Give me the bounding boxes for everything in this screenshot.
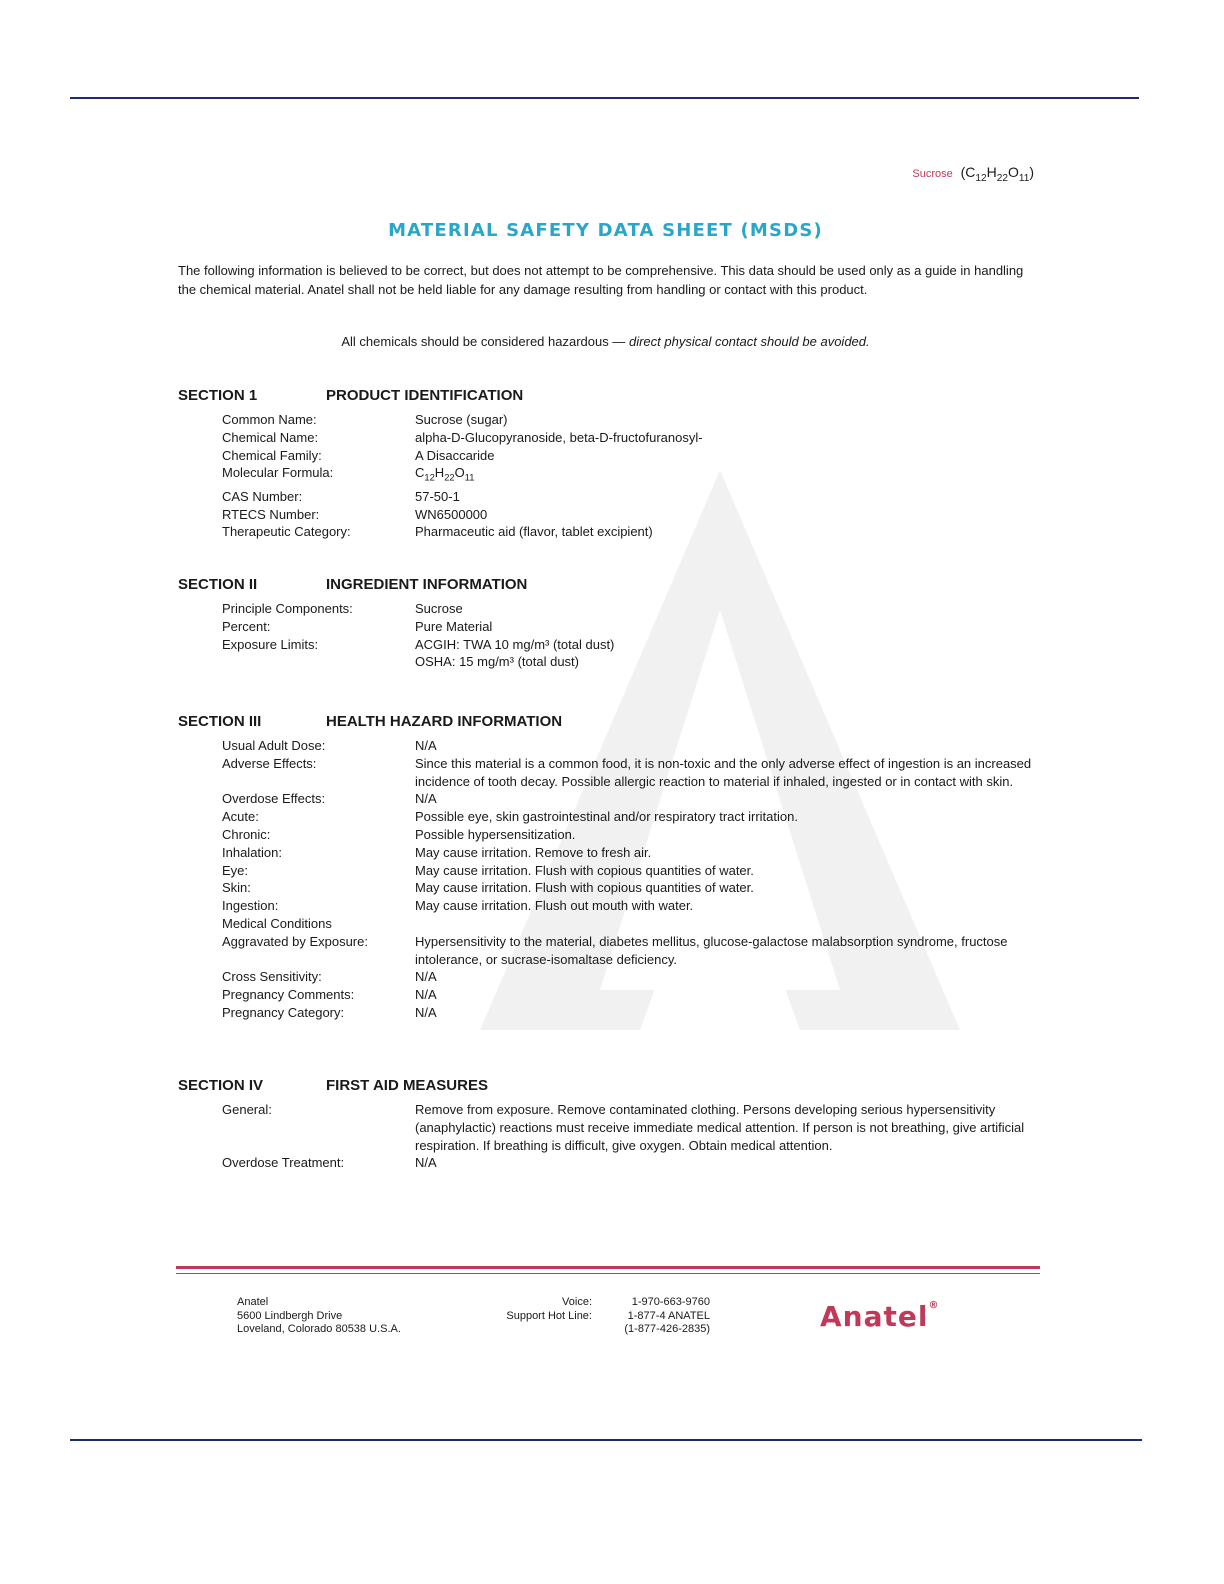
- section-heading: [178, 387, 1038, 411]
- field-value: N/A: [415, 969, 437, 985]
- footer-address: [237, 1296, 401, 1337]
- field-label: CAS Number:: [222, 488, 303, 504]
- formula-header: [912, 164, 1034, 184]
- field-value: May cause irritation. Remove to fresh air.: [415, 844, 652, 860]
- hazard-warning: [178, 334, 1033, 349]
- field-row: [178, 1101, 1038, 1154]
- footer-rule-top: [176, 1266, 1040, 1269]
- header-word: Sucrose: [912, 168, 953, 180]
- field-row: [178, 915, 1038, 933]
- field-row: [178, 862, 1038, 880]
- warning-italic: direct physical contact should be avoided.: [628, 334, 870, 349]
- hotline-numeric: (1-877-426-2835): [624, 1323, 710, 1335]
- voice-label: Voice:: [562, 1296, 592, 1308]
- field-value: ACGIH: TWA 10 mg/m³ (total dust): [415, 636, 615, 652]
- field-value: OSHA: 15 mg/m³ (total dust): [415, 654, 579, 670]
- document-title: MATERIAL SAFETY DATA SHEET (MSDS): [388, 220, 823, 241]
- field-value: [415, 915, 1038, 933]
- field-row: [178, 1154, 1038, 1172]
- field-value: N/A: [415, 791, 437, 807]
- field-row: [178, 826, 1038, 844]
- warning-plain: All chemicals should be considered hazardous —: [341, 334, 629, 349]
- hotline-label: Support Hot Line:: [506, 1309, 592, 1322]
- section-heading: [178, 576, 1038, 600]
- field-value: Pure Material: [415, 618, 493, 634]
- field-row: [178, 1004, 1038, 1022]
- section-number: SECTION IV: [178, 1077, 264, 1094]
- section-health-hazard-information: [178, 713, 1038, 1022]
- field-label: RTECS Number:: [222, 506, 320, 522]
- footer-rule-bottom: [176, 1273, 1040, 1274]
- field-value: alpha-D-Glucopyranoside, beta-D-fructofuranosyl-: [415, 429, 703, 445]
- field-value: May cause irritation. Flush out mouth with water.: [415, 898, 694, 914]
- field-row: [178, 618, 1038, 636]
- field-row: [178, 488, 1038, 506]
- field-row: [178, 755, 1038, 791]
- field-row: [178, 986, 1038, 1004]
- field-value: May cause irritation. Flush with copious quantities of water.: [415, 880, 754, 896]
- field-value: N/A: [415, 987, 437, 1003]
- section-heading: [178, 1077, 1038, 1101]
- header-formula: $(C_{12}H_{22}O_{11})$: [960, 164, 1034, 184]
- field-value: WN6500000: [415, 506, 488, 522]
- field-label: Common Name:: [222, 412, 317, 427]
- section-number: SECTION 1: [178, 387, 258, 404]
- field-row: [178, 897, 1038, 915]
- field-label: Molecular Formula:: [222, 465, 334, 481]
- field-row: [178, 808, 1038, 826]
- field-label: Aggravated by Exposure:: [222, 933, 368, 949]
- section-name: HEALTH HAZARD INFORMATION: [326, 713, 563, 730]
- field-value: N/A: [415, 1004, 437, 1020]
- field-row: [178, 600, 1038, 618]
- section-name: FIRST AID MEASURES: [326, 1077, 488, 1094]
- field-row: [178, 523, 1038, 541]
- field-value: Remove from exposure. Remove contaminated clothing. Persons developing serious hypersensitivity (anaphylactic) reactions must receive immediate medical attention. If person is not breathing, give artificial respiration. If breathing is difficult, give oxygen. Obtain medical attention.: [415, 1102, 1025, 1153]
- field-label: Pregnancy Category:: [222, 1004, 345, 1020]
- section-name: PRODUCT IDENTIFICATION: [326, 387, 524, 404]
- section-ingredient-information: [178, 576, 1038, 671]
- field-label: Chemical Family:: [222, 447, 322, 463]
- intro-paragraph: The following information is believed to be correct, but does not attempt to be comprehensive. This data should be used only as a guide in handling the chemical material. Anatel shall not be held liable for any damage resulting from handling or contact with this product.: [178, 263, 1024, 297]
- field-value: A Disaccaride: [415, 447, 495, 463]
- field-label: Skin:: [222, 880, 251, 896]
- field-label: Usual Adult Dose:: [222, 738, 326, 753]
- field-value: Pharmaceutic aid (flavor, tablet excipient): [415, 524, 653, 540]
- top-rule: [70, 97, 1139, 99]
- hotline-number: 1-877-4 ANATEL: [627, 1309, 710, 1322]
- field-label: General:: [222, 1102, 272, 1117]
- field-row: [178, 464, 1038, 487]
- street-address: 5600 Lindbergh Drive: [237, 1309, 343, 1322]
- field-value: $C_{12}H_{22}O_{11}$: [415, 465, 475, 483]
- field-row: [178, 968, 1038, 986]
- field-label: Inhalation:: [222, 844, 282, 860]
- field-label: Principle Components:: [222, 601, 353, 616]
- field-row: [178, 636, 1038, 654]
- field-value: May cause irritation. Flush with copious quantities of water.: [415, 862, 754, 878]
- field-label: Overdose Treatment:: [222, 1155, 345, 1171]
- field-label: [222, 653, 415, 671]
- field-label: Chronic:: [222, 826, 271, 842]
- field-label: Medical Conditions: [222, 915, 332, 931]
- field-value: N/A: [415, 738, 437, 753]
- field-label: Acute:: [222, 809, 259, 825]
- field-label: Pregnancy Comments:: [222, 987, 355, 1003]
- registered-mark-icon: ®: [928, 1300, 940, 1311]
- field-label: Therapeutic Category:: [222, 524, 351, 540]
- field-row: [178, 879, 1038, 897]
- field-value: Possible eye, skin gastrointestinal and/or respiratory tract irritation.: [415, 809, 798, 825]
- field-label: Cross Sensitivity:: [222, 969, 322, 985]
- field-label: Percent:: [222, 618, 271, 634]
- section-heading: [178, 713, 1038, 737]
- field-row: [178, 653, 1038, 671]
- field-row: [178, 447, 1038, 465]
- field-label: Eye:: [222, 862, 249, 878]
- voice-number: 1-970-663-9760: [631, 1296, 710, 1308]
- section-number: SECTION III: [178, 713, 262, 730]
- field-row: [178, 506, 1038, 524]
- field-value: 57-50-1: [415, 488, 460, 504]
- footer-contact-values: [598, 1296, 710, 1337]
- field-row: [178, 737, 1038, 755]
- city-address: Loveland, Colorado 80538 U.S.A.: [237, 1323, 401, 1335]
- anatel-logo: [820, 1300, 939, 1333]
- section-product-identification: [178, 387, 1038, 541]
- field-label: Ingestion:: [222, 898, 279, 914]
- section-name: INGREDIENT INFORMATION: [326, 576, 528, 593]
- field-label: Adverse Effects:: [222, 755, 317, 771]
- field-value: Sucrose (sugar): [415, 412, 508, 427]
- field-row: [178, 790, 1038, 808]
- field-value: Since this material is a common food, it is non-toxic and the only adverse effect of ingestion is an increased incidence of tooth decay. Possible allergic reaction to material if inhaled, ingested or in contact with skin.: [415, 755, 1032, 789]
- field-row: [178, 844, 1038, 862]
- field-value: Sucrose: [415, 601, 463, 616]
- field-label: Overdose Effects:: [222, 791, 326, 807]
- footer-contact-labels: [470, 1296, 592, 1323]
- field-row: [178, 429, 1038, 447]
- field-label: Chemical Name:: [222, 429, 319, 445]
- section-number: SECTION II: [178, 576, 258, 593]
- field-value: N/A: [415, 1155, 437, 1171]
- field-row: [178, 411, 1038, 429]
- field-row: [178, 933, 1038, 969]
- field-value: Possible hypersensitization.: [415, 826, 576, 842]
- company-name: Anatel: [237, 1296, 269, 1308]
- field-value: Hypersensitivity to the material, diabetes mellitus, glucose-galactose malabsorption syndrome, fructose intolerance, or sucrase-isomaltase deficiency.: [415, 933, 1008, 967]
- section-first-aid-measures: [178, 1077, 1038, 1172]
- field-label: Exposure Limits:: [222, 636, 319, 652]
- logo-text: Anatel: [820, 1300, 929, 1333]
- bottom-rule: [70, 1439, 1142, 1441]
